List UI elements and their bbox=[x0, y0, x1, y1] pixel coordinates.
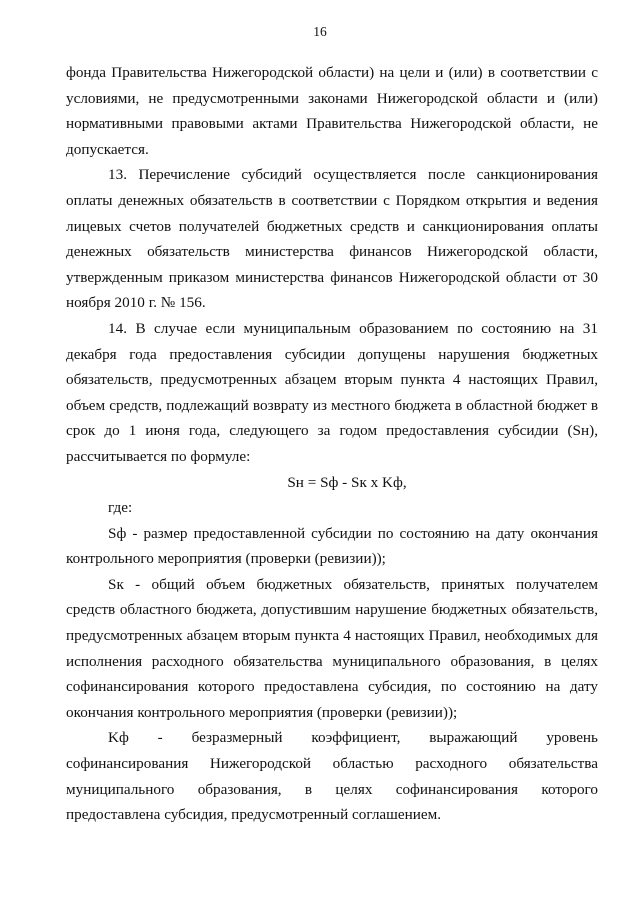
paragraph-item-14: 14. В случае если муниципальным образованием по состоянию на 31 декабря года предоставления субсидии допущены нарушения бюджетных обязательств, предусмотренных абзацем вторым пункта 4 настоящих Правил, объем средств, подлежащий возврату из местного бюджета в областной бюджет в срок до 1 июня года, следующего за годом предоставления субсидии (Sн), рассчитывается по формуле: bbox=[66, 319, 598, 465]
paragraph-continuation: фонда Правительства Нижегородской области) на цели и (или) в соответствии с условиями, не предусмотренными законами Нижегородской области и (или) нормативными правовыми актами Правительства Нижегородской области, не допускается. bbox=[66, 64, 598, 158]
document-body bbox=[66, 60, 598, 828]
page-number: 16 bbox=[313, 24, 327, 39]
where-label: где: bbox=[108, 499, 133, 517]
definition-sf: Sф - размер предоставленной субсидии по состоянию на дату окончания контрольного мероприятия (проверки (ревизии)); bbox=[66, 524, 598, 568]
definition-kf: Kф - безразмерный коэффициент, выражающий уровень софинансирования Нижегородской областью расходного обязательства муниципального образования, в целях софинансирования которого предоставлена субсидия, предусмотренный соглашением. bbox=[66, 729, 598, 824]
formula: Sн = Sф - Sк x Kф, bbox=[287, 473, 407, 491]
definition-sk: Sк - общий объем бюджетных обязательств, принятых получателем средств областного бюджета, допустившим нарушение бюджетных обязательств, предусмотренных абзацем вторым пункта 4 настоящих Правил, необходимых для исполнения расходного обязательства муниципального образования, в целях софинансирования которого предоставлена субсидия, по состоянию на дату окончания контрольного мероприятия (проверки (ревизии)); bbox=[66, 575, 598, 721]
paragraph-item-13: 13. Перечисление субсидий осуществляется после санкционирования оплаты денежных обязательств в соответствии с Порядком открытия и ведения лицевых счетов получателей бюджетных средств и санкционирования оплаты денежных обязательств министерства финансов Нижегородской области, утвержденным приказом министерства финансов Нижегородской области от 30 ноября 2010 г. № 156. bbox=[66, 166, 598, 312]
